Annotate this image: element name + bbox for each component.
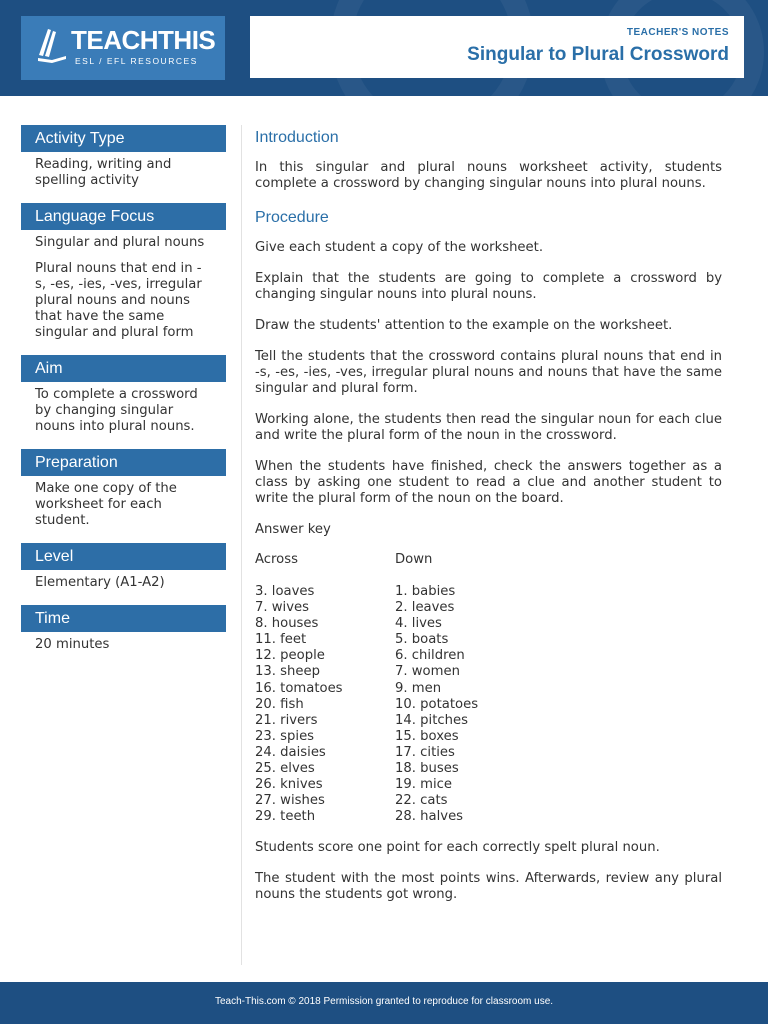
procedure-step: Explain that the students are going to complete a crossword by changing singular nouns into plural nouns.: [255, 271, 722, 302]
level-section: [21, 543, 226, 591]
across-column: [255, 552, 395, 825]
procedure-heading: Procedure: [255, 209, 329, 226]
teachthis-logo[interactable]: [21, 16, 225, 80]
procedure-step: When the students have finished, check the answers together as a class by asking one student to read a clue and another student to write the plural form of the noun on the board.: [255, 459, 722, 506]
procedure-step: Give each student a copy of the worksheet.: [255, 240, 544, 255]
answer-item: 2. leaves: [395, 600, 455, 616]
down-list: [395, 584, 595, 825]
answer-item: 27. wishes: [255, 793, 325, 809]
answer-item: 11. feet: [255, 632, 307, 648]
answer-item: 7. women: [395, 664, 460, 680]
column-divider: [241, 125, 242, 965]
across-heading: Across: [255, 552, 298, 567]
closing-text: The student with the most points wins. Afterwards, review any plural nouns the students got wrong.: [255, 871, 722, 903]
answer-item: 6. children: [395, 648, 465, 664]
time-section: [21, 605, 226, 653]
answer-item: 3. loaves: [255, 584, 315, 599]
answer-item: 13. sheep: [255, 664, 320, 680]
section-body: [21, 570, 226, 591]
answer-item: 25. elves: [255, 761, 315, 777]
section-heading: Preparation: [21, 449, 226, 476]
answer-item: 7. wives: [255, 600, 310, 616]
logo-subtitle: ESL / EFL RESOURCES: [75, 56, 198, 66]
section-text: 20 minutes: [35, 637, 110, 652]
scoring-text: Students score one point for each correctly spelt plural noun.: [255, 840, 660, 856]
across-list: [255, 584, 395, 825]
answer-item: 23. spies: [255, 728, 315, 744]
section-text: Plural nouns that end in -s, -es, -ies, -ves, irregular plural nouns and nouns that have the same singular and plural form: [35, 261, 202, 340]
answer-item: 17. cities: [395, 744, 455, 760]
answer-item: 26. knives: [255, 777, 323, 793]
answer-item: 8. houses: [255, 616, 319, 632]
procedure-step: Tell the students that the crossword contains plural nouns that end in -s, -es, -ies, -ves, irregular plural nouns and nouns that have the same singular and plural form.: [255, 349, 722, 396]
section-body: [21, 382, 226, 435]
answer-item: 19. mice: [395, 777, 453, 793]
section-heading: Level: [21, 543, 226, 570]
down-heading: Down: [395, 552, 433, 567]
section-text: Make one copy of the worksheet for each student.: [35, 481, 177, 528]
page-header: [0, 0, 768, 96]
procedure-step: Working alone, the students then read the singular noun for each clue and write the plural form of the noun in the crossword.: [255, 412, 722, 443]
section-heading: Time: [21, 605, 226, 632]
answer-item: 28. halves: [395, 809, 464, 825]
section-text: Singular and plural nouns: [35, 235, 205, 250]
answer-item: 24. daisies: [255, 744, 326, 760]
page-footer: [0, 982, 768, 1024]
notes-label: TEACHER'S NOTES: [626, 27, 729, 38]
logo-text: TEACHTHIS: [71, 25, 216, 55]
answer-item: 1. babies: [395, 584, 456, 599]
answer-item: 5. boats: [395, 632, 449, 648]
language-focus-section: [21, 203, 226, 341]
copyright-text: Teach-This.com © 2018 Permission granted to reproduce for classroom use.: [214, 996, 554, 1007]
book-icon: [36, 25, 70, 63]
section-body: [21, 152, 226, 189]
sidebar: [21, 125, 226, 667]
answer-item: 4. lives: [395, 616, 442, 632]
introduction-text: In this singular and plural nouns worksheet activity, students complete a crossword by changing singular nouns into plural nouns.: [255, 160, 722, 191]
introduction-heading: Introduction: [255, 129, 339, 146]
answer-key-label: Answer key: [255, 522, 331, 537]
section-text: Reading, writing and spelling activity: [35, 157, 172, 188]
answer-key: [255, 552, 722, 825]
section-body: [21, 632, 226, 653]
title-box: [250, 16, 744, 78]
down-column: [395, 552, 595, 825]
section-body: [21, 476, 226, 529]
section-heading: Language Focus: [21, 203, 226, 230]
section-heading: Activity Type: [21, 125, 226, 152]
main-content: [255, 127, 722, 918]
section-body: [21, 230, 226, 341]
answer-item: 10. potatoes: [395, 696, 479, 712]
answer-item: 16. tomatoes: [255, 680, 343, 696]
answer-item: 14. pitches: [395, 712, 468, 728]
answer-item: 22. cats: [395, 793, 448, 809]
section-text: To complete a crossword by changing singular nouns into plural nouns.: [35, 387, 198, 434]
page-title: Singular to Plural Crossword: [467, 44, 729, 65]
answer-item: 12. people: [255, 648, 325, 664]
preparation-section: [21, 449, 226, 529]
section-text: Elementary (A1-A2): [35, 575, 165, 590]
section-heading: Aim: [21, 355, 226, 382]
aim-section: [21, 355, 226, 435]
answer-item: 9. men: [395, 680, 442, 696]
procedure-step: Draw the students' attention to the example on the worksheet.: [255, 318, 673, 333]
answer-item: 15. boxes: [395, 728, 459, 744]
answer-item: 29. teeth: [255, 809, 316, 825]
answer-item: 20. fish: [255, 696, 304, 712]
activity-type-section: [21, 125, 226, 189]
answer-item: 21. rivers: [255, 712, 318, 728]
answer-item: 18. buses: [395, 761, 459, 777]
